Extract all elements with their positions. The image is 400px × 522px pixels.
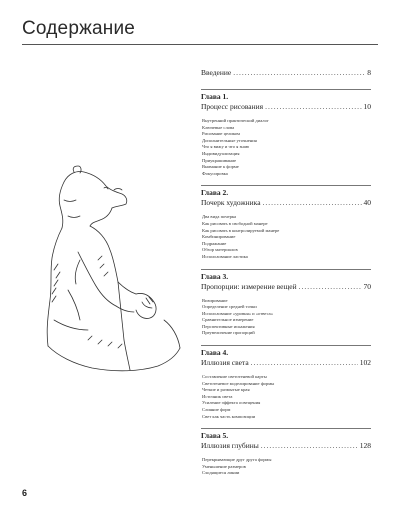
toc-subitem[interactable]: Определение средней точки bbox=[202, 304, 257, 310]
toc-entry-page: 8 bbox=[367, 68, 371, 77]
toc-subitem[interactable]: Приукрашивание bbox=[202, 157, 237, 163]
chapter-label: Глава 4. bbox=[201, 348, 229, 358]
toc-subitem[interactable]: Индивидуализация bbox=[202, 150, 240, 156]
chapter-divider bbox=[201, 89, 371, 90]
chapter-title-entry[interactable] bbox=[201, 198, 371, 208]
toc-subitem[interactable]: Дополнительные уточнения bbox=[202, 137, 257, 143]
chapter-title-entry[interactable] bbox=[201, 441, 371, 451]
toc-subitem[interactable]: Преувеличение пропорций bbox=[202, 330, 255, 336]
toc-subitem[interactable]: Использование ластика bbox=[202, 253, 248, 259]
toc-chapter-3 bbox=[201, 269, 371, 338]
chapter-title-entry[interactable] bbox=[201, 282, 371, 292]
chapter-title: Почерк художника bbox=[201, 198, 261, 208]
chapter-title: Иллюзия глубины bbox=[201, 441, 259, 451]
toc-subitem[interactable]: Уменьшение размеров bbox=[202, 463, 246, 469]
toc-subitem[interactable]: Подражание bbox=[202, 240, 227, 246]
toc-subitem[interactable]: Составление светотеневой карты bbox=[202, 374, 267, 380]
chapter-page: 70 bbox=[363, 281, 371, 291]
toc-subitem[interactable]: Комбинирование bbox=[202, 234, 236, 240]
toc-subitem[interactable]: Источник света bbox=[202, 393, 233, 399]
dot-leader bbox=[265, 102, 361, 112]
toc-subitem[interactable]: Два вида почерка bbox=[202, 214, 237, 220]
toc-subitem[interactable]: Фокусировка bbox=[202, 170, 228, 176]
page-number: 6 bbox=[22, 488, 28, 498]
dot-leader bbox=[261, 441, 358, 451]
toc-chapter-1 bbox=[201, 89, 371, 177]
toc-subitem[interactable]: Сходящиеся линии bbox=[202, 470, 240, 476]
page-title: Содержание bbox=[22, 18, 136, 39]
dot-leader bbox=[251, 358, 358, 368]
toc-subitem[interactable]: Ключевые слова bbox=[202, 124, 235, 130]
chapter-title: Процесс рисования bbox=[201, 102, 264, 111]
chapter-divider bbox=[201, 185, 371, 186]
toc-subitem[interactable]: Что я вижу и что я знаю bbox=[202, 144, 250, 150]
dot-leader bbox=[233, 68, 365, 77]
dot-leader bbox=[263, 198, 362, 208]
chapter-title: Пропорции: измерение вещей bbox=[201, 281, 297, 291]
chapter-divider bbox=[201, 345, 371, 346]
bear-sketch-illustration bbox=[18, 160, 198, 390]
toc-subitem[interactable]: Слияние форм bbox=[202, 407, 231, 413]
chapter-divider bbox=[201, 428, 371, 429]
toc-chapter-4 bbox=[201, 345, 371, 420]
chapter-divider bbox=[201, 269, 371, 270]
toc-subitem[interactable]: Как рисовать в свободной манере bbox=[202, 220, 268, 226]
toc-subitem[interactable]: Перспективные искажения bbox=[202, 323, 255, 329]
toc-subitem[interactable]: Визирование bbox=[202, 297, 228, 303]
toc-subitem[interactable]: Четкие и размытые края bbox=[202, 387, 250, 393]
chapter-page: 128 bbox=[359, 441, 371, 451]
toc-subitem[interactable]: Перекрывающие друг друга формы bbox=[202, 457, 272, 463]
toc-chapter-2 bbox=[201, 185, 371, 260]
dot-leader bbox=[299, 282, 362, 292]
toc-subitem[interactable]: Обзор материалов bbox=[202, 247, 238, 253]
toc-subitem[interactable]: Использование «уровня» и «отвеса» bbox=[202, 310, 274, 316]
chapter-title-entry[interactable] bbox=[201, 358, 371, 368]
chapter-label: Глава 2. bbox=[201, 188, 229, 198]
title-divider bbox=[22, 44, 378, 45]
chapter-label: Глава 3. bbox=[201, 271, 229, 281]
chapter-page: 10 bbox=[363, 102, 371, 111]
toc-subitem[interactable]: Сравнительное измерение bbox=[202, 317, 254, 323]
toc-subitem[interactable]: Светотеневое моделирование формы bbox=[202, 380, 275, 386]
chapter-page: 40 bbox=[363, 198, 371, 208]
table-of-contents bbox=[201, 68, 371, 485]
chapter-label: Глава 1. bbox=[201, 92, 229, 101]
chapter-title-entry[interactable] bbox=[201, 102, 371, 112]
toc-subitem[interactable]: Внутренний практический диалог bbox=[202, 118, 269, 123]
chapter-label: Глава 5. bbox=[201, 431, 229, 441]
toc-subitem[interactable]: Усиление эффекта освещения bbox=[202, 400, 261, 406]
toc-subitem[interactable]: Внимание к форме bbox=[202, 164, 239, 170]
toc-chapter-5 bbox=[201, 428, 371, 477]
toc-subitem[interactable]: Свет как часть композиции bbox=[202, 413, 256, 419]
toc-subitem[interactable]: Рисование целиком bbox=[202, 131, 240, 137]
toc-subitem[interactable]: Как рисовать в контролируемой манере bbox=[202, 227, 280, 233]
chapter-page: 102 bbox=[359, 358, 371, 368]
toc-entry-intro[interactable] bbox=[201, 68, 371, 77]
toc-entry-title: Введение bbox=[201, 68, 232, 77]
chapter-title: Иллюзия света bbox=[201, 358, 249, 368]
